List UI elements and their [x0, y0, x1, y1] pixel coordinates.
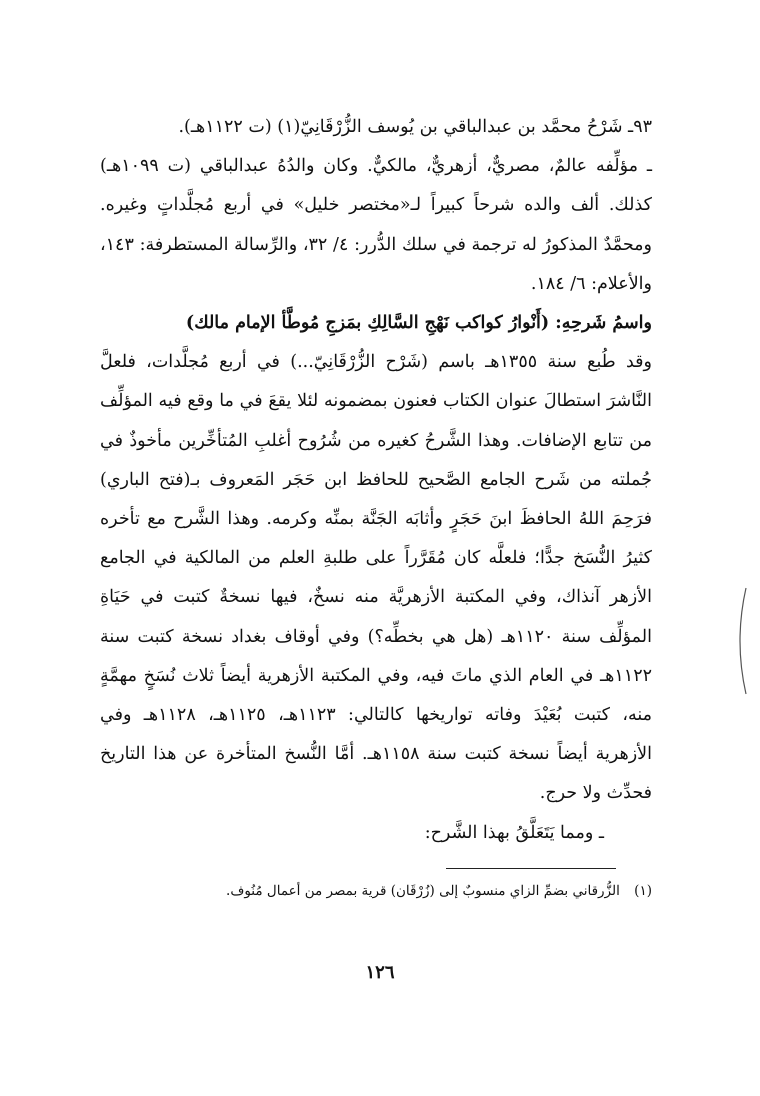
binding-edge-mark — [732, 586, 760, 696]
printing-paragraph: وقد طُبع سنة ١٣٥٥هـ باسم (شَرْح الزُّرْقَانِيّ...) في أربع مُجلَّدات، فلعلَّ النَّاشرَ استطالَ عنوان الكتاب فعنون بمضمونه لئلا يقعَ في ما وقع فيه المؤلِّف من تتابع الإضافات. وهذا الشَّرحُ كغيره من شُرُوح أغلبِ المُتأخِّرين مأخوذٌ في جُملته من شَرح الجامع الصَّحيح للحافظ ابن حَجَر المَعروف بـ(فتح الباري) فرَحِمَ اللهُ الحافظَ ابنَ حَجَرٍ وأثابَه الجَنَّة بمنِّه وكرمه. وهذا الشَّرح مع تأخره كثيرُ النُّسَخ جدًّا؛ فلعلَّه كان مُقَرَّراً على طلبةِ العلم من المالكية في الجامع الأزهر آنذاك، وفي المكتبة الأزهريَّة منه نسخٌ، فيها نسخةٌ كتبت في حَيَاةِ المؤلِّف سنة ١١٢٠هـ (هل هي بخطِّه؟) وفي أوقاف بغداد نسخة كتبت سنة ١١٢٢هـ في العام الذي ماتَ فيه، وفي المكتبة الأزهرية أيضاً ثلاث نُسَخٍ مهمَّةٍ منه، كتبت بُعَيْدَ وفاته تواريخها كالتالي: ١١٢٣هـ، ١١٢٥هـ، ١١٢٨هـ وفي الأزهرية أيضاً نسخة كتبت سنة ١١٥٨هـ. أمَّا النُّسخ المتأخرة عن هذا التاريخ فحدِّث ولا حرج. — [100, 352, 653, 804]
footnote-marker: (١) — [634, 883, 652, 899]
author-paragraph: ـ مؤلِّفه عالمٌ، مصريٌّ، أزهريٌّ، مالكيٌّ. وكان والدُهُ عبدالباقي (ت ١٠٩٩هـ) كذلك. ألف والده شرحاً كبيراً لـ«مختصر خليل» في أربع مُجلَّداتٍ وغيره. ومحمَّدٌ المذكورُ له ترجمة في سلك الدُّرر: ٤/ ٣٢، والرِّسالة المستطرفة: ١٤٣، والأعلام: ٦/ ١٨٤. — [100, 156, 652, 294]
page-number: ١٢٦ — [365, 962, 395, 983]
footnote-text: الزُّرقاني بضمِّ الزاي منسوبٌ إلى (زُرْقَان) قرية بمصر من أعمال مُنُوف. — [226, 883, 620, 899]
commentary-title-line: واسمُ شَرحِهِ: (أَنْوارُ كواكب نَهْجِ السَّالِكِ بمَزجِ مُوطَّأ الإمام مالك) — [185, 313, 652, 334]
main-text-block — [100, 108, 652, 853]
entry-heading: ٩٣ـ شَرْحُ محمَّد بن عبدالباقي بن يُوسف الزُّرْقَانِيّ(١) (ت ١١٢٢هـ). — [178, 117, 652, 137]
footnote-divider — [446, 868, 616, 869]
closing-line: ـ ومما يَتَعَلَّقُ بهذا الشَّرح: — [424, 822, 604, 843]
footnote — [100, 880, 652, 902]
